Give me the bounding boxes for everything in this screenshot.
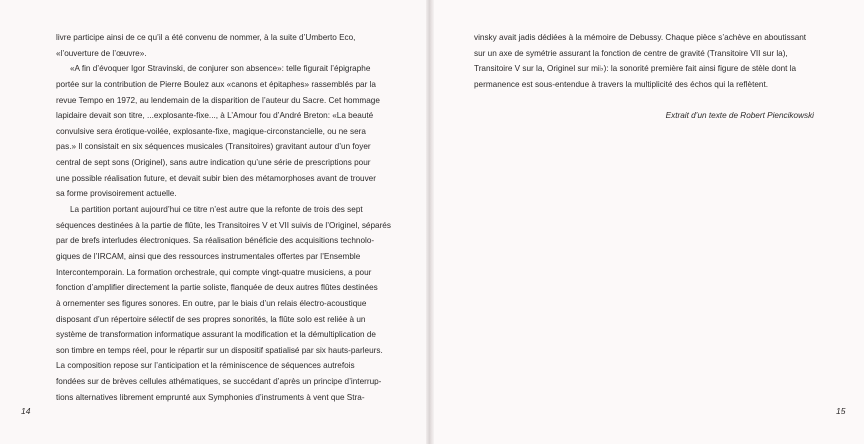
text-line: central de sept sons (Originel), sans autre indication qu’une série de prescriptions pour xyxy=(56,158,371,168)
text-line: à ornementer ses figures sonores. En outre, par le biais d’un relais électro-acoustique xyxy=(56,298,367,308)
text-line xyxy=(474,93,814,109)
text-line: portée sur la contribution de Pierre Boulez aux «canons et épitaphes» rassemblés par la xyxy=(56,79,376,89)
text-line: une possible réalisation future, et devait subir bien des métamorphoses avant de trouver xyxy=(56,173,376,183)
text-line: lapidaire devait son titre, ...explosante-fixe..., à L’Amour fou d’André Breton: «La beauté xyxy=(56,111,374,121)
text-line: convulsive sera érotique-voilée, explosante-fixe, magique-circonstancielle, ou ne sera xyxy=(56,126,366,136)
page-number-left: 14 xyxy=(21,406,31,416)
text-line: Intercontemporain. La formation orchestrale, qui compte vingt-quatre musiciens, a pour xyxy=(56,267,372,277)
text-line: La composition repose sur l’anticipation et la réminiscence de séquences autrefois xyxy=(56,361,355,371)
text-line: séquences destinées à la partie de flûte, les Transitoires V et VII suivis de l’Originel, séparés xyxy=(56,220,391,230)
text-line: Transitoire V sur la, Originel sur mi♭): la sonorité première fait ainsi figure de stèle dont la xyxy=(474,64,797,74)
text-line: fondées sur de brèves cellules athématiques, se succédant d’après un principe d’interrup- xyxy=(56,377,382,387)
text-line: «l’ouverture de l’œuvre». xyxy=(56,48,147,58)
left-page-text xyxy=(56,30,402,405)
text-line: livre participe ainsi de ce qu’il a été convenu de nommer, à la suite d’Umberto Eco, xyxy=(56,33,356,42)
text-line: son timbre en temps réel, pour le répartir sur un dispositif spatialisé par six hauts-parleurs. xyxy=(56,345,383,355)
text-line: par de brefs interludes électroniques. Sa réalisation bénéficie des acquisitions technolo- xyxy=(56,236,375,246)
text-line: disposant d’un répertoire sélectif de ses propres sonorités, la flûte solo est reliée à un xyxy=(56,314,366,324)
text-line: giques de l’IRCAM, ainsi que des ressources instrumentales offertes par l’Ensemble xyxy=(56,251,361,261)
text-line: La partition portant aujourd’hui ce titre n’est autre que la refonte de trois des sept xyxy=(70,205,363,215)
page-gutter xyxy=(426,0,434,444)
text-line: pas.» Il consistait en six séquences musicales (Transitoires) gravitant autour d’un foyer xyxy=(56,142,371,152)
text-line: permanence est sous-entendue à travers la multiplicité des échos qui la reflètent. xyxy=(474,79,769,89)
text-line: sa forme provisoirement actuelle. xyxy=(56,189,177,199)
author-credit: Extrait d’un texte de Robert Piencikowski xyxy=(665,111,814,121)
text-line: tions alternatives librement emprunté aux Symphonies d’instruments à vent que Stra- xyxy=(56,392,365,402)
page-number-right: 15 xyxy=(836,406,846,416)
text-line: revue Tempo en 1972, au lendemain de la disparition de l’auteur du Sacre. Cet hommage xyxy=(56,95,380,105)
text-line: système de transformation informatique assurant la modification et la démultiplication de xyxy=(56,330,376,340)
text-line: sur un axe de symétrie assurant la fonction de centre de gravité (Transitoire VII sur la), xyxy=(474,48,788,58)
text-line: fonction d’amplifier directement la partie soliste, flanquée de deux autres flûtes destinées xyxy=(56,283,378,293)
text-line: vinsky avait jadis dédiées à la mémoire de Debussy. Chaque pièce s’achève en aboutissant xyxy=(474,33,807,42)
text-line: «A fin d’évoquer Igor Stravinski, de conjurer son absence»: telle figurait l’épigraphe xyxy=(70,64,371,74)
right-page-text xyxy=(474,30,814,124)
